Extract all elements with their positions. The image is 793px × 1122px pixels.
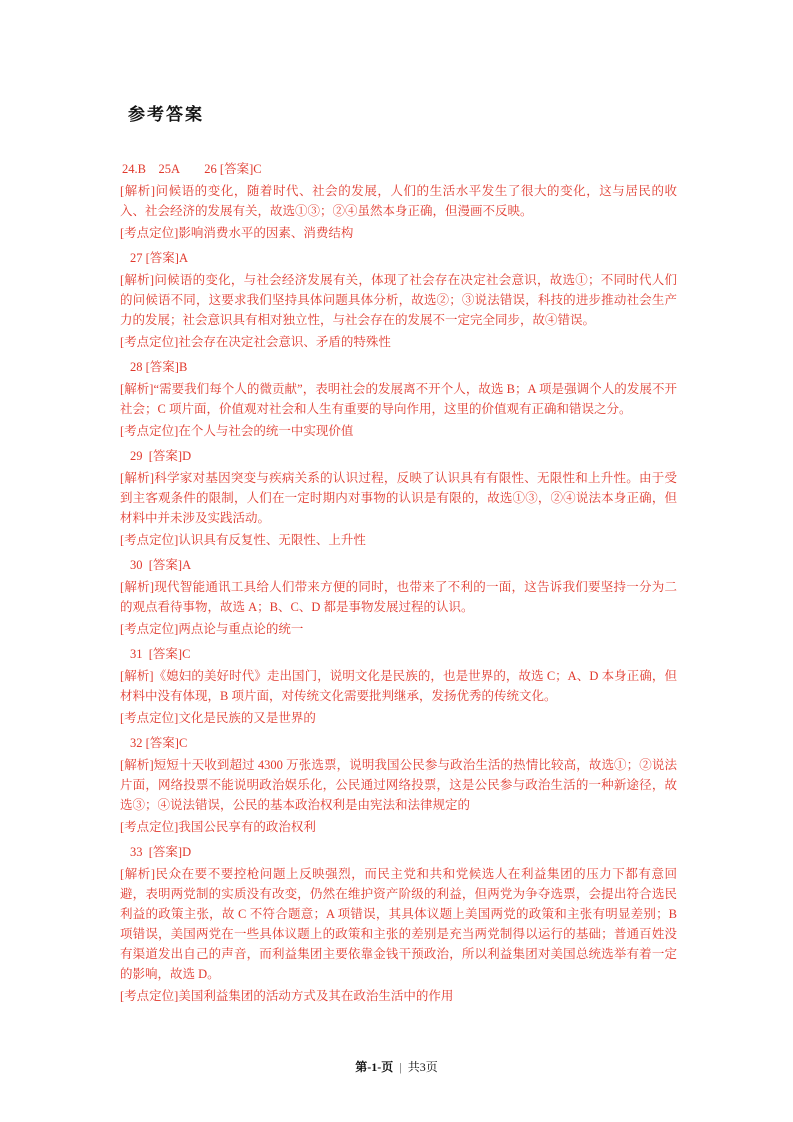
answer-line-27: 27 [答案]A	[130, 251, 188, 265]
keypoint-32: [考点定位]我国公民享有的政治权利	[120, 820, 316, 834]
analysis-31: [解析]《媳妇的美好时代》走出国门，说明文化是民族的，也是世界的，故选 C；A、D 本身正确，但材料中没有体现，B 项片面，对传统文化需要批判继承，发扬优秀的传统文化。	[120, 669, 677, 703]
answer-line-28: 28 [答案]B	[130, 360, 188, 374]
keypoint-30: [考点定位]两点论与重点论的统一	[120, 622, 304, 636]
page-title: 参考答案	[128, 105, 204, 124]
keypoint-26: [考点定位]影响消费水平的因素、消费结构	[120, 226, 354, 240]
keypoint-31: [考点定位]文化是民族的又是世界的	[120, 711, 316, 725]
keypoint-33: [考点定位]美国利益集团的活动方式及其在政治生活中的作用	[120, 989, 454, 1003]
analysis-29: [解析]科学家对基因突变与疾病关系的认识过程，反映了认识具有有限性、无限性和上升性。由于受到主客观条件的限制，人们在一定时期内对事物的认识是有限的，故选①③，②④说法本身正确，但材料中并未涉及实践活动。	[120, 471, 677, 525]
page-number: 第-1-页	[355, 1060, 394, 1074]
page-total: 共3页	[407, 1060, 438, 1074]
answer-line-33: 33 [答案]D	[130, 845, 192, 859]
answer-line-32: 32 [答案]C	[130, 736, 188, 750]
document-content	[120, 100, 681, 1008]
analysis-28: [解析]“需要我们每个人的微贡献”，表明社会的发展离不开个人，故选 B；A 项是强调个人的发展不开社会；C 项片面，价值观对社会和人生有重要的导向作用，这里的价值观有正确和错误之分。	[120, 382, 677, 416]
analysis-27: [解析]问候语的变化，与社会经济发展有关，体现了社会存在决定社会意识，故选①；不同时代人们的问候语不同，这要求我们坚持具体问题具体分析，故选②；③说法错误，科技的进步推动社会生产力的发展；社会意识具有相对独立性，与社会存在的发展不一定完全同步，故④错误。	[120, 273, 677, 327]
keypoint-29: [考点定位]认识具有反复性、无限性、上升性	[120, 533, 366, 547]
footer-divider: |	[399, 1060, 402, 1074]
answer-line-30: 30 [答案]A	[130, 558, 192, 572]
answer-line-31: 31 [答案]C	[130, 647, 191, 661]
page-footer	[0, 1058, 793, 1075]
analysis-26: [解析]问候语的变化，随着时代、社会的发展，人们的生活水平发生了很大的变化，这与居民的收入、社会经济的发展有关，故选①③；②④虽然本身正确，但漫画不反映。	[120, 184, 677, 218]
answer-line-29: 29 [答案]D	[130, 449, 192, 463]
answer-line-24-25-26: 24.B 25A 26 [答案]C	[122, 162, 262, 176]
analysis-33: [解析]民众在要不要控枪问题上反映强烈，而民主党和共和党候选人在利益集团的压力下都有意回避，表明两党制的实质没有改变，仍然在维护资产阶级的利益，但两党为争夺选票，会提出符合选民利益的政策主张，故 C 不符合题意；A 项错误，其具体议题上美国两党的政策和主张有明显差别；B 项错误，美国两党在一些具体议题上的政策和主张的差别是充当两党制得以运行的基础；普通百姓没有渠道发出自己的声音，而利益集团主要依靠金钱干预政治，所以利益集团对美国总统选举有着一定的影响，故选 D。	[120, 867, 681, 981]
analysis-30: [解析]现代智能通讯工具给人们带来方便的同时，也带来了不利的一面，这告诉我们要坚持一分为二的观点看待事物，故选 A；B、C、D 都是事物发展过程的认识。	[120, 580, 677, 614]
keypoint-27: [考点定位]社会存在决定社会意识、矛盾的特殊性	[120, 335, 391, 349]
keypoint-28: [考点定位]在个人与社会的统一中实现价值	[120, 424, 354, 438]
analysis-32: [解析]短短十天收到超过 4300 万张选票，说明我国公民参与政治生活的热情比较高，故选①；②说法片面，网络投票不能说明政治娱乐化，公民通过网络投票，这是公民参与政治生活的一种新途径，故选③；④说法错误，公民的基本政治权利是由宪法和法律规定的	[120, 758, 677, 812]
